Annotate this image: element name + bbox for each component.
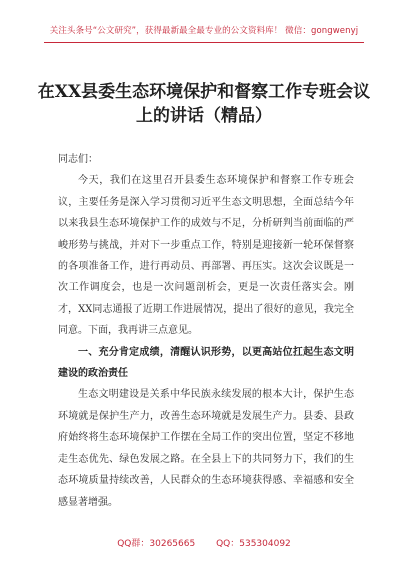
salutation: 同志们： [58, 154, 98, 165]
body-paragraph-1: 今天，我们在这里召开县委生态环境保护和督察工作专班会议，主要任务是深入学习贯彻习近平生态文明思想，全面总结今年以来我县生态环境保护工作的成效与不足，分析研判当前面临的严峻形势与挑战，并对下一步重点工作，特别是迎接新一轮环保督察的各项准备工作，进行再动员、再部署、再压实。这次会议既是一次工作调度会，也是一次问题剖析会，更是一次责任落实会。刚才，XX同志通报了近期工作进展情况，提出了很好的意见，我完全同意。下面，我再讲三点意见。 [58, 175, 354, 337]
document-body [58, 149, 354, 513]
section-heading-1: 一、充分肯定成绩，清醒认识形势，以更高站位扛起生态文明建设的政治责任 [58, 346, 354, 380]
footer-contact [0, 536, 408, 549]
footer-qq-group: QQ群：30265665 [117, 539, 196, 549]
section-paragraph-1: 生态文明建设是关系中华民族永续发展的根本大计，保护生态环境就是保护生产力，改善生态环境就是发展生产力。县委、县政府始终将生态环境保护工作摆在全局工作的突出位置，坚定不移地走生态优先、绿色发展之路。在全县上下的共同努力下，我们的生态环境质量持续改善，人民群众的生态环境获得感、幸福感和安全感显著增强。 [58, 389, 354, 508]
header-divider [44, 42, 364, 43]
header-promo-text: 关注头条号“公文研究”，获得最新最全最专业的公文资料库！ 微信：gongwenyj [49, 26, 359, 36]
footer-qq-number: QQ：535304092 [216, 539, 291, 549]
document-title: 在XX县委生态环境保护和督察工作专班会议上的讲话（精品） [37, 82, 371, 126]
